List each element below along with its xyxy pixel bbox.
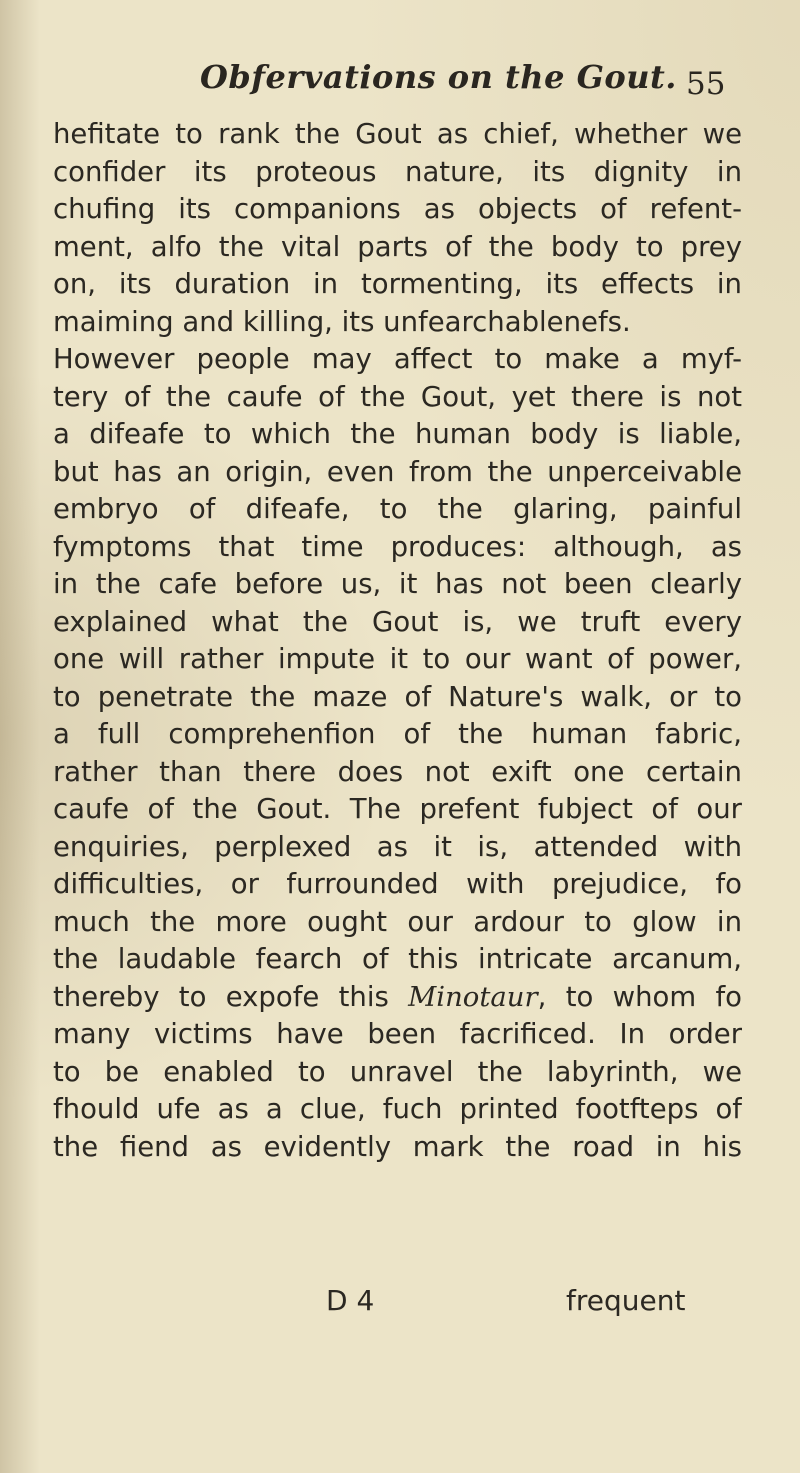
text-line: However people may affect to make a myf- — [53, 343, 742, 375]
text-line: a full comprehenfion of the human fabric, — [53, 718, 742, 750]
text-line: in the cafe before us, it has not been clearly — [53, 568, 742, 600]
text-line: but has an origin, even from the unperceivable — [53, 455, 742, 488]
text-line: the laudable fearch of this intricate arcanum, — [53, 943, 742, 975]
running-title: Obfervations on the Gout. — [200, 58, 677, 96]
text-line: caufe of the Gout. The prefent fubject of our — [53, 793, 742, 825]
text-line: tery of the caufe of the Gout, yet there is not — [53, 380, 742, 413]
text-line: embryo of difeafe, to the glaring, painful — [53, 493, 742, 525]
page-number: 55 — [686, 66, 726, 102]
text-line: much the more ought our ardour to glow in — [53, 905, 742, 938]
body-text — [53, 116, 753, 1166]
text-line: explained what the Gout is, we truft every — [53, 605, 742, 638]
text-line: rather than there does not exift one certain — [53, 755, 742, 788]
text-line: to be enabled to unravel the labyrinth, we — [53, 1055, 742, 1088]
text-line: many victims have been facrificed. In order — [53, 1018, 742, 1050]
text-line: to penetrate the maze of Nature's walk, or to — [53, 680, 742, 713]
text-line: fhould ufe as a clue, fuch printed footfteps of — [53, 1093, 742, 1125]
text-line: chufing its companions as objects of refent- — [53, 193, 742, 225]
text-line: enquiries, perplexed as it is, attended with — [53, 830, 742, 863]
text-line: one will rather impute it to our want of power, — [53, 643, 742, 675]
text-line: thereby to expofe this Minotaur, to whom fo — [53, 980, 742, 1013]
text-line: the fiend as evidently mark the road in his — [53, 1130, 742, 1163]
text-line: ment, alfo the vital parts of the body to prey — [53, 230, 742, 263]
page-header — [0, 58, 800, 108]
spine-shadow — [0, 0, 40, 1473]
signature-mark: D 4 — [326, 1284, 375, 1317]
catchword: frequent — [566, 1284, 686, 1317]
italic-word: Minotaur — [408, 980, 538, 1013]
text-line: fymptoms that time produces: although, as — [53, 530, 742, 563]
text-line: confider its proteous nature, its dignity in — [53, 155, 742, 188]
text-line: maiming and killing, its unfearchablenefs. — [53, 305, 631, 338]
page-footer — [0, 1284, 800, 1324]
text-line: hefitate to rank the Gout as chief, whether we — [53, 118, 742, 150]
text-line: difficulties, or furrounded with prejudice, fo — [53, 868, 742, 900]
text-line: on, its duration in tormenting, its effects in — [53, 268, 742, 300]
text-line: a difeafe to which the human body is liable, — [53, 418, 742, 450]
